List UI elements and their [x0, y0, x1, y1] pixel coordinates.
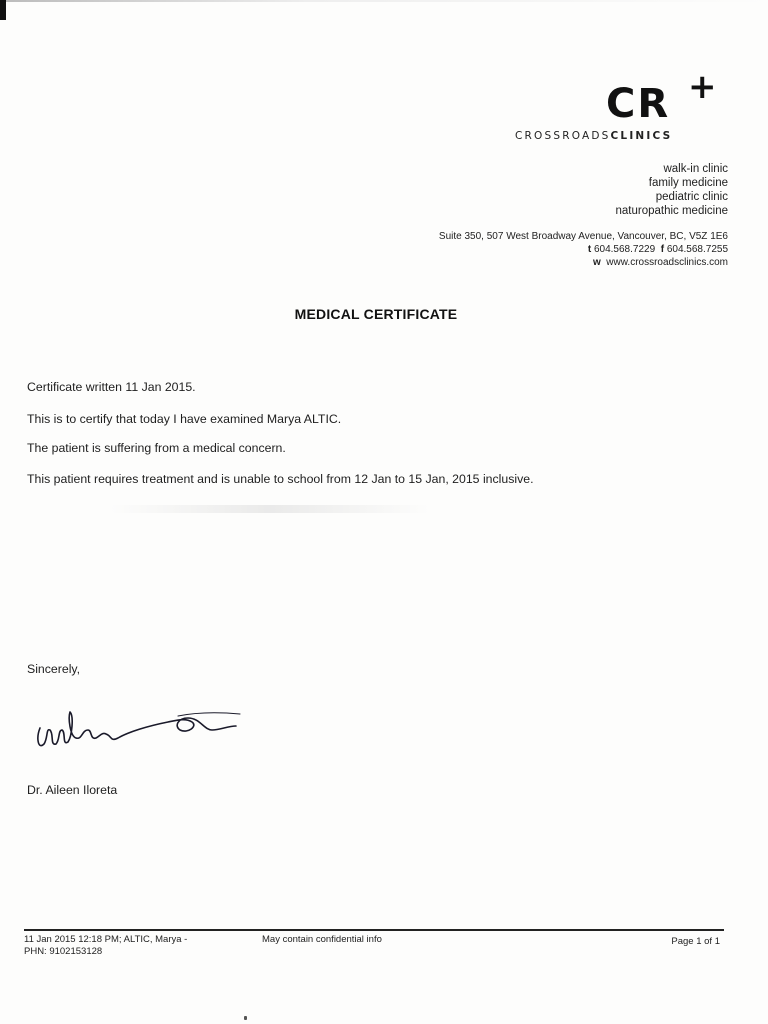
service-item: family medicine: [648, 177, 728, 189]
clinic-services-list: [615, 162, 728, 218]
phone-label: t: [587, 244, 592, 255]
certificate-date-line: Certificate written 11 Jan 2015.: [27, 380, 196, 394]
brand-name-bold: CLINICS: [610, 130, 673, 142]
web-label: w: [592, 257, 601, 268]
scan-smudge: [110, 505, 430, 513]
logo-text: CR: [606, 81, 671, 127]
clinic-web: [439, 256, 728, 269]
document-title: MEDICAL CERTIFICATE: [294, 306, 458, 322]
clinic-contact-block: [439, 230, 728, 269]
service-item: naturopathic medicine: [615, 205, 728, 217]
service-item: pediatric clinic: [655, 191, 728, 203]
closing-text: Sincerely,: [27, 662, 81, 676]
fax-label: f: [660, 244, 665, 255]
footer-timestamp-patient: 11 Jan 2015 12:18 PM; ALTIC, Marya -: [24, 934, 188, 945]
clinic-phone-fax: [439, 243, 728, 256]
clinic-brand-name: [515, 130, 715, 142]
clinic-address: Suite 350, 507 West Broadway Avenue, Vancouver, BC, V5Z 1E6: [438, 231, 728, 242]
brand-name-light: CROSSROADS: [515, 130, 611, 142]
fax-number: 604.568.7255: [666, 244, 728, 255]
absence-period-line: This patient requires treatment and is unable to school from 12 Jan to 15 Jan, 2015 inclusive.: [27, 472, 534, 486]
web-address: www.crossroadsclinics.com: [606, 257, 728, 268]
examination-line: This is to certify that today I have examined Marya ALTIC.: [27, 412, 342, 426]
scan-edge: [0, 0, 768, 2]
scan-corner-mark: [0, 0, 6, 20]
footer-page-number: Page 1 of 1: [671, 936, 720, 947]
logo-plus-icon: +: [688, 67, 717, 107]
phone-number: 604.568.7229: [593, 244, 656, 255]
footer-patient-info: [24, 934, 187, 957]
footer-divider: [24, 929, 724, 931]
scan-speck: [244, 1016, 247, 1020]
signer-name: Dr. Aileen Iloreta: [27, 783, 118, 797]
condition-line: The patient is suffering from a medical concern.: [27, 441, 286, 455]
clinic-logo: [606, 67, 726, 127]
footer-phn: PHN: 9102153128: [24, 945, 103, 957]
service-item: walk-in clinic: [663, 163, 728, 175]
footer-confidential-note: May contain confidential info: [262, 934, 382, 945]
handwritten-signature: [28, 700, 248, 760]
